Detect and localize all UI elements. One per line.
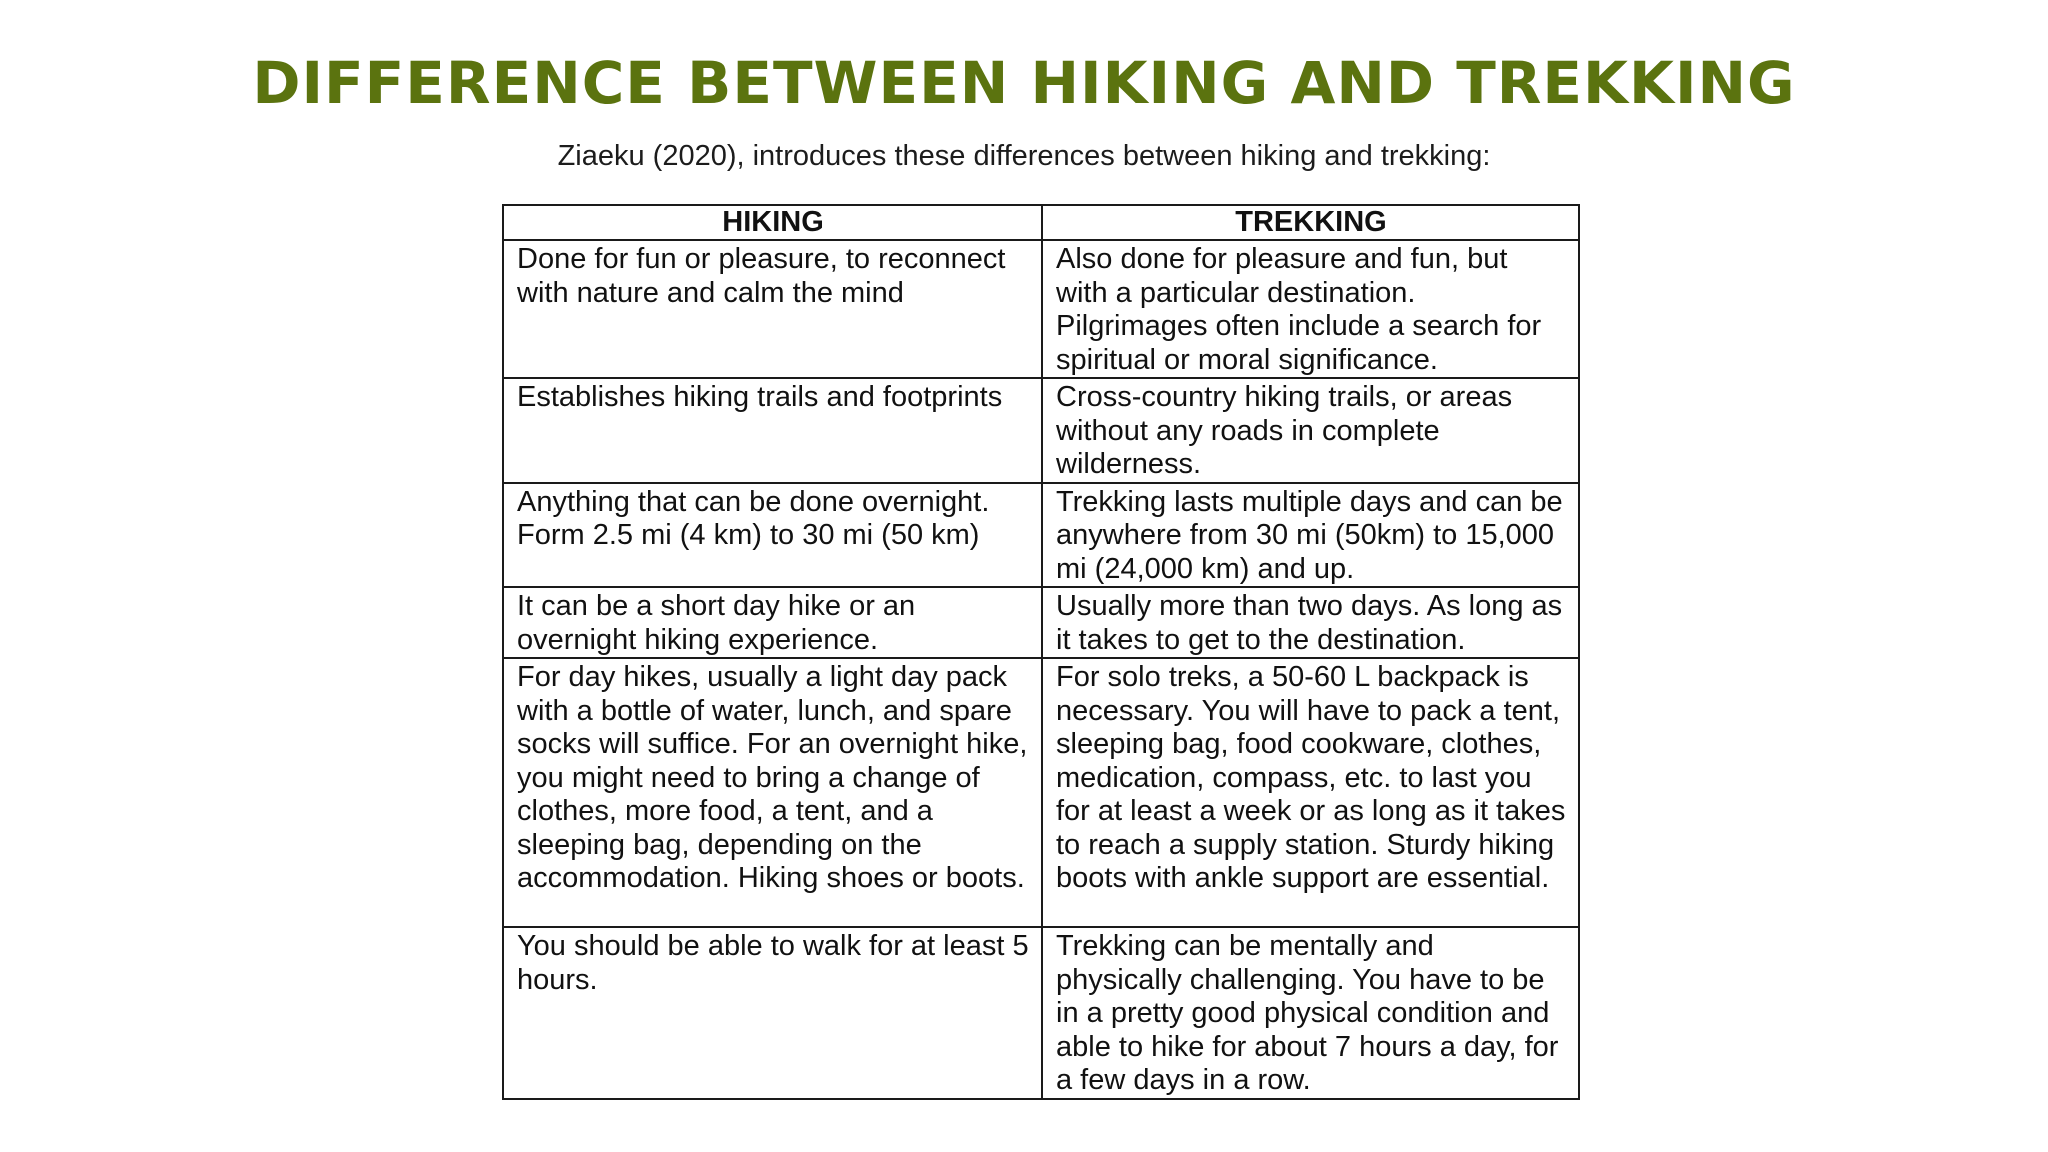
table-row: [503, 483, 1579, 588]
cell-trekking: Trekking can be mentally and physically challenging. You have to be in a pretty good physical condition and able to hike for about 7 hours a day, for a few days in a row.: [1042, 927, 1579, 1099]
table-row: [503, 658, 1579, 927]
header-trekking: TREKKING: [1042, 205, 1579, 240]
cell-hiking: It can be a short day hike or an overnight hiking experience.: [503, 587, 1042, 658]
intro-text: Ziaeku (2020), introduces these differences between hiking and trekking:: [557, 140, 1491, 172]
table-row: [503, 240, 1579, 378]
cell-trekking: Usually more than two days. As long as it takes to get to the destination.: [1042, 587, 1579, 658]
table-row: [503, 587, 1579, 658]
cell-trekking: For solo treks, a 50-60 L backpack is necessary. You will have to pack a tent, sleeping bag, food cookware, clothes, medication, compass, etc. to last you for at least a week or as long as it takes to reach a supply station. Sturdy hiking boots with ankle support are essential.: [1042, 658, 1579, 927]
cell-trekking: Also done for pleasure and fun, but with a particular destination. Pilgrimages often include a search for spiritual or moral significance.: [1042, 240, 1579, 378]
cell-trekking: Cross-country hiking trails, or areas without any roads in complete wilderness.: [1042, 378, 1579, 483]
table-row: [503, 378, 1579, 483]
table-row: [503, 927, 1579, 1099]
cell-hiking: Establishes hiking trails and footprints: [503, 378, 1042, 483]
header-hiking: HIKING: [503, 205, 1042, 240]
cell-hiking: Done for fun or pleasure, to reconnect with nature and calm the mind: [503, 240, 1042, 378]
cell-hiking: For day hikes, usually a light day pack with a bottle of water, lunch, and spare socks will suffice. For an overnight hike, you might need to bring a change of clothes, more food, a tent, and a sleeping bag, depending on the accommodation. Hiking shoes or boots.: [503, 658, 1042, 927]
table-header-row: [503, 205, 1579, 240]
page-title: DIFFERENCE BETWEEN HIKING AND TREKKING: [252, 49, 1796, 117]
cell-trekking: Trekking lasts multiple days and can be anywhere from 30 mi (50km) to 15,000 mi (24,000 km) and up.: [1042, 483, 1579, 588]
comparison-table: [502, 204, 1580, 1100]
cell-hiking: You should be able to walk for at least 5 hours.: [503, 927, 1042, 1099]
cell-hiking: Anything that can be done overnight. Form 2.5 mi (4 km) to 30 mi (50 km): [503, 483, 1042, 588]
